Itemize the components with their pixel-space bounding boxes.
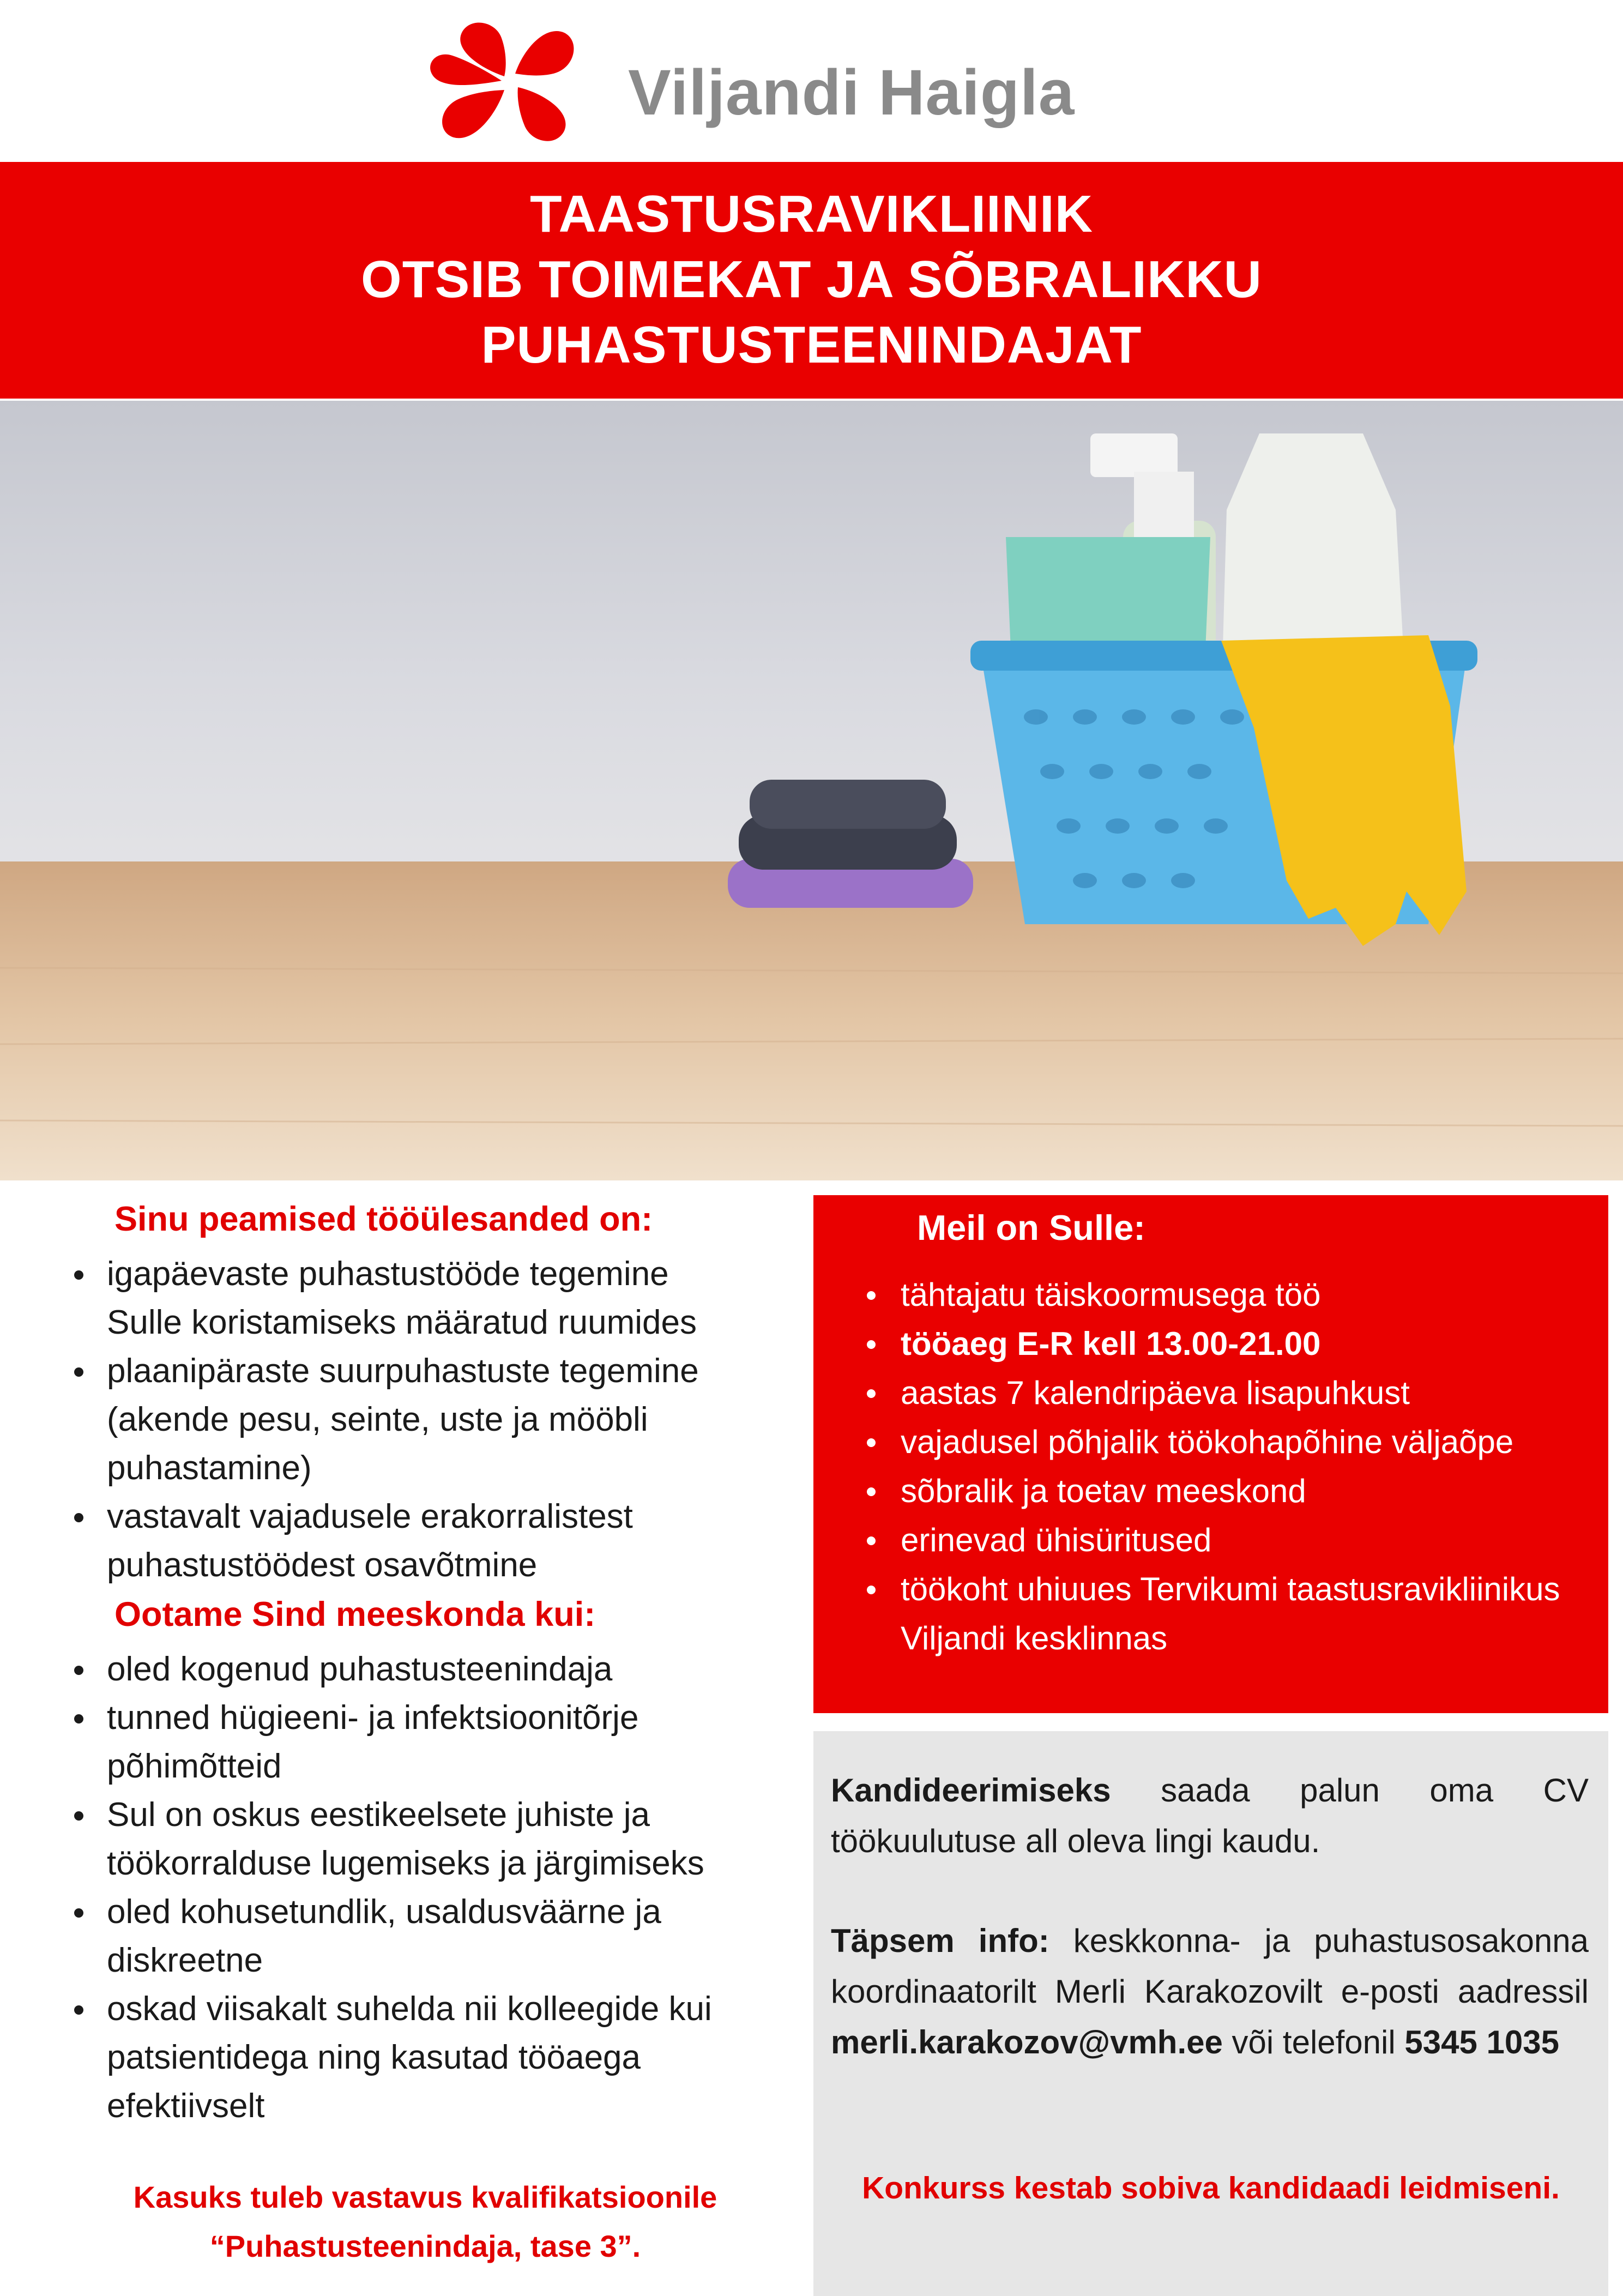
info-paragraph — [831, 1915, 1589, 2068]
list-item — [852, 1467, 1604, 1516]
offer-box — [813, 1195, 1608, 1713]
item-line: plaanipäraste suurpuhastuste tegemine — [107, 1352, 699, 1390]
cleaning-supplies-photo — [0, 401, 1623, 1180]
list-item — [852, 1270, 1604, 1319]
note-line: Kasuks tuleb vastavus kvalifikatsioonile — [133, 2180, 717, 2214]
item-line: vajadusel põhjalik töökohapõhine väljaõpe — [901, 1424, 1514, 1460]
list-item — [852, 1516, 1604, 1565]
item-line: vastavalt vajadusele erakorralistest — [107, 1498, 633, 1535]
title-banner — [0, 162, 1623, 399]
apply-text: saada palun oma CV töökuulutuse all oleva lingi kaudu. — [831, 1772, 1589, 1859]
expect-list — [60, 1645, 769, 2130]
expect-heading: Ootame Sind meeskonda kui: — [114, 1595, 596, 1634]
list-item — [60, 1645, 769, 1694]
tasks-heading: Sinu peamised tööülesanded on: — [114, 1200, 653, 1238]
contact-box — [813, 1731, 1608, 2296]
list-item — [60, 1250, 769, 1347]
item-line: oled kogenud puhastusteenindaja — [107, 1650, 613, 1688]
list-item — [60, 1492, 769, 1589]
info-label: Täpsem info: — [831, 1923, 1049, 1959]
item-line: puhastustöödest osavõtmine — [107, 1546, 538, 1584]
info-text: keskkonna- ja puhastusosakonna koordinaatorilt Merli Karakozovilt e-posti aadressil — [831, 1923, 1589, 2010]
list-item — [60, 1694, 769, 1791]
item-line: töökorralduse lugemiseks ja järgimiseks — [107, 1845, 704, 1882]
info-text: või telefonil — [1232, 2024, 1396, 2060]
list-item — [852, 1565, 1604, 1663]
list-item — [852, 1319, 1604, 1369]
list-item — [60, 1888, 769, 1985]
item-line: Viljandi kesklinnas — [901, 1620, 1168, 1656]
tasks-list — [60, 1250, 769, 1589]
item-line: Sul on oskus eestikeelsete juhiste ja — [107, 1796, 650, 1834]
note-line: “Puhastusteenindaja, tase 3”. — [209, 2229, 641, 2263]
viljandi-haigla-logo — [414, 16, 1075, 158]
list-item — [60, 1347, 769, 1492]
item-line: tööaeg E-R kell 13.00-21.00 — [901, 1325, 1321, 1362]
offer-heading: Meil on Sulle: — [917, 1208, 1145, 1248]
item-line: Sulle koristamiseks määratud ruumides — [107, 1304, 697, 1341]
logo-wordmark: Viljandi Haigla — [628, 57, 1075, 129]
item-line: töökoht uhiuues Tervikumi taastusravikliinikus — [901, 1571, 1560, 1607]
qualification-note — [60, 2173, 791, 2271]
title-line: OTSIB TOIMEKAT JA SÕBRALIKKU — [361, 250, 1262, 309]
apply-paragraph — [831, 1765, 1589, 1866]
list-item — [852, 1418, 1604, 1467]
title-line: PUHASTUSTEENINDAJAT — [481, 316, 1142, 374]
item-line: põhimõtteid — [107, 1747, 282, 1785]
flower-logo-icon — [414, 16, 622, 153]
list-item — [60, 1791, 769, 1888]
email-link[interactable]: merli.karakozov@vmh.ee — [831, 2024, 1223, 2060]
item-line: diskreetne — [107, 1942, 263, 1979]
item-line: tunned hügieeni- ja infektsioonitõrje — [107, 1699, 639, 1737]
item-line: puhastamine) — [107, 1449, 312, 1487]
left-column — [60, 1200, 769, 2130]
item-line: igapäevaste puhastustööde tegemine — [107, 1255, 669, 1293]
title-line: TAASTUSRAVIKLIINIK — [529, 185, 1094, 243]
phone-number: 5345 1035 — [1404, 2024, 1560, 2060]
apply-label: Kandideerimiseks — [831, 1772, 1111, 1809]
item-line: aastas 7 kalendripäeva lisapuhkust — [901, 1375, 1410, 1411]
offer-list — [852, 1270, 1604, 1663]
job-title — [0, 182, 1623, 378]
list-item — [852, 1369, 1604, 1418]
item-line: (akende pesu, seinte, uste ja mööbli — [107, 1401, 648, 1438]
item-line: sõbralik ja toetav meeskond — [901, 1473, 1306, 1509]
item-line: tähtajatu täiskoormusega töö — [901, 1276, 1321, 1313]
item-line: patsientidega ning kasutad tööaega — [107, 2039, 641, 2076]
item-line: oled kohusetundlik, usaldusväärne ja — [107, 1893, 661, 1931]
item-line: erinevad ühisüritused — [901, 1522, 1212, 1558]
item-line: efektiivselt — [107, 2087, 265, 2125]
list-item — [60, 1985, 769, 2130]
contest-note: Konkurss kestab sobiva kandidaadi leidmiseni. — [862, 2171, 1560, 2205]
item-line: oskad viisakalt suhelda nii kolleegide kui — [107, 1990, 712, 2028]
